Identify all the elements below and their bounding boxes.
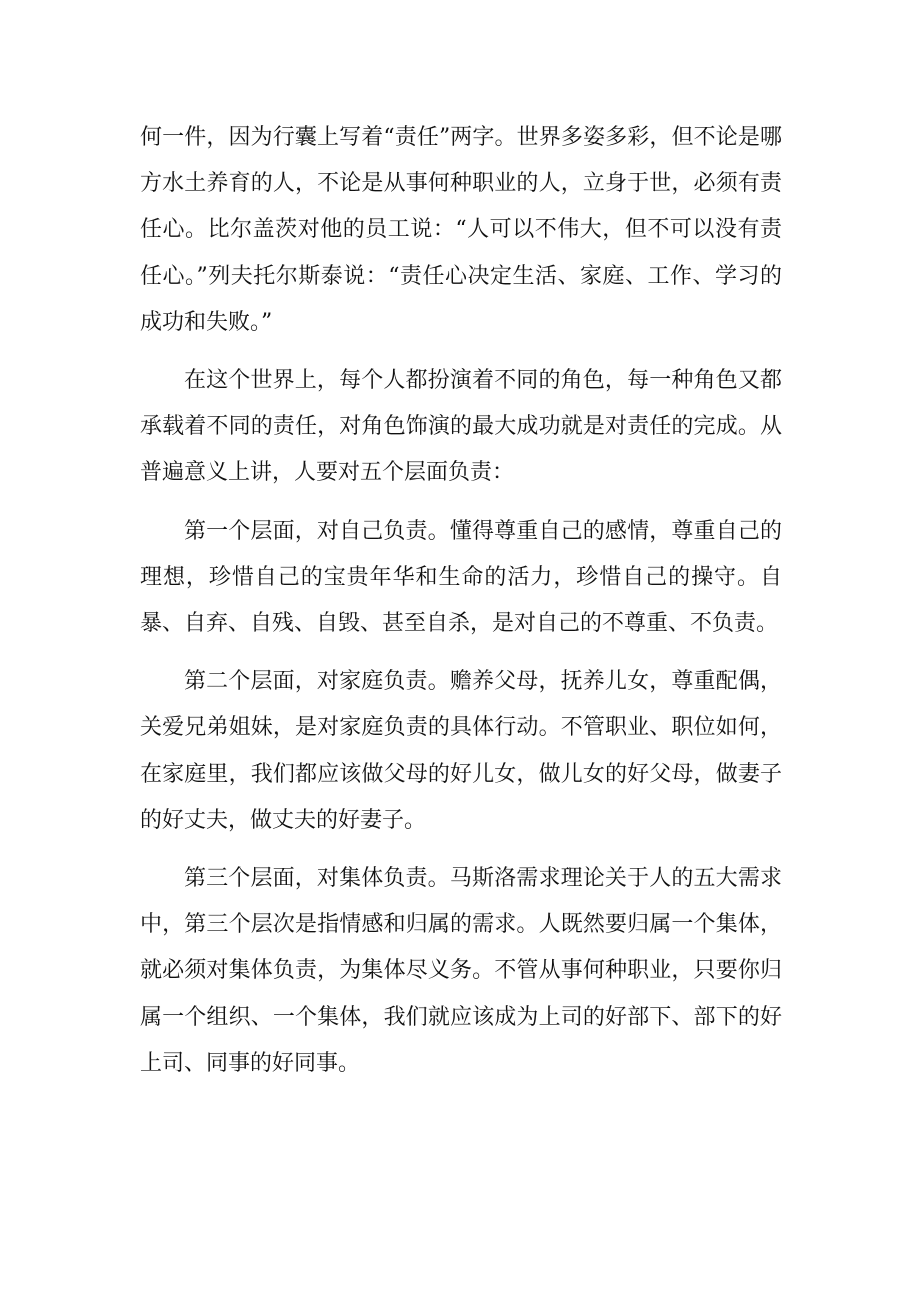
document-body	[140, 115, 782, 1099]
paragraph-collective-responsibility: 第三个层面，对集体负责。马斯洛需求理论关于人的五大需求中，第三个层次是指情感和归属的需求。人既然要归属一个集体，就必须对集体负责，为集体尽义务。不管从事何种职业，只要你归属一个组织、一个集体，我们就应该成为上司的好部下、部下的好上司、同事的好同事。	[140, 866, 782, 1076]
paragraph-family-responsibility: 第二个层面，对家庭负责。赡养父母，抚养儿女，尊重配偶，关爱兄弟姐妹，是对家庭负责的具体行动。不管职业、职位如何，在家庭里，我们都应该做父母的好儿女，做儿女的好父母，做妻子的好丈夫，做丈夫的好妻子。	[140, 669, 782, 833]
paragraph-self-responsibility: 第一个层面，对自己负责。懂得尊重自己的感情，尊重自己的理想，珍惜自己的宝贵年华和生命的活力，珍惜自己的操守。自暴、自弃、自残、自毁、甚至自杀，是对自己的不尊重、不负责。	[140, 518, 782, 637]
paragraph-roles: 在这个世界上，每个人都扮演着不同的角色，每一种角色又都承载着不同的责任，对角色饰演的最大成功就是对责任的完成。从普遍意义上讲，人要对五个层面负责：	[140, 368, 782, 486]
paragraph-continued: 何一件，因为行囊上写着“责任”两字。世界多姿多彩，但不论是哪方水土养育的人，不论是从事何种职业的人，立身于世，必须有责任心。比尔盖茨对他的员工说：“人可以不伟大，但不可以没有责任心。”列夫托尔斯泰说：“责任心决定生活、家庭、工作、学习的成功和失败。”	[140, 125, 782, 335]
